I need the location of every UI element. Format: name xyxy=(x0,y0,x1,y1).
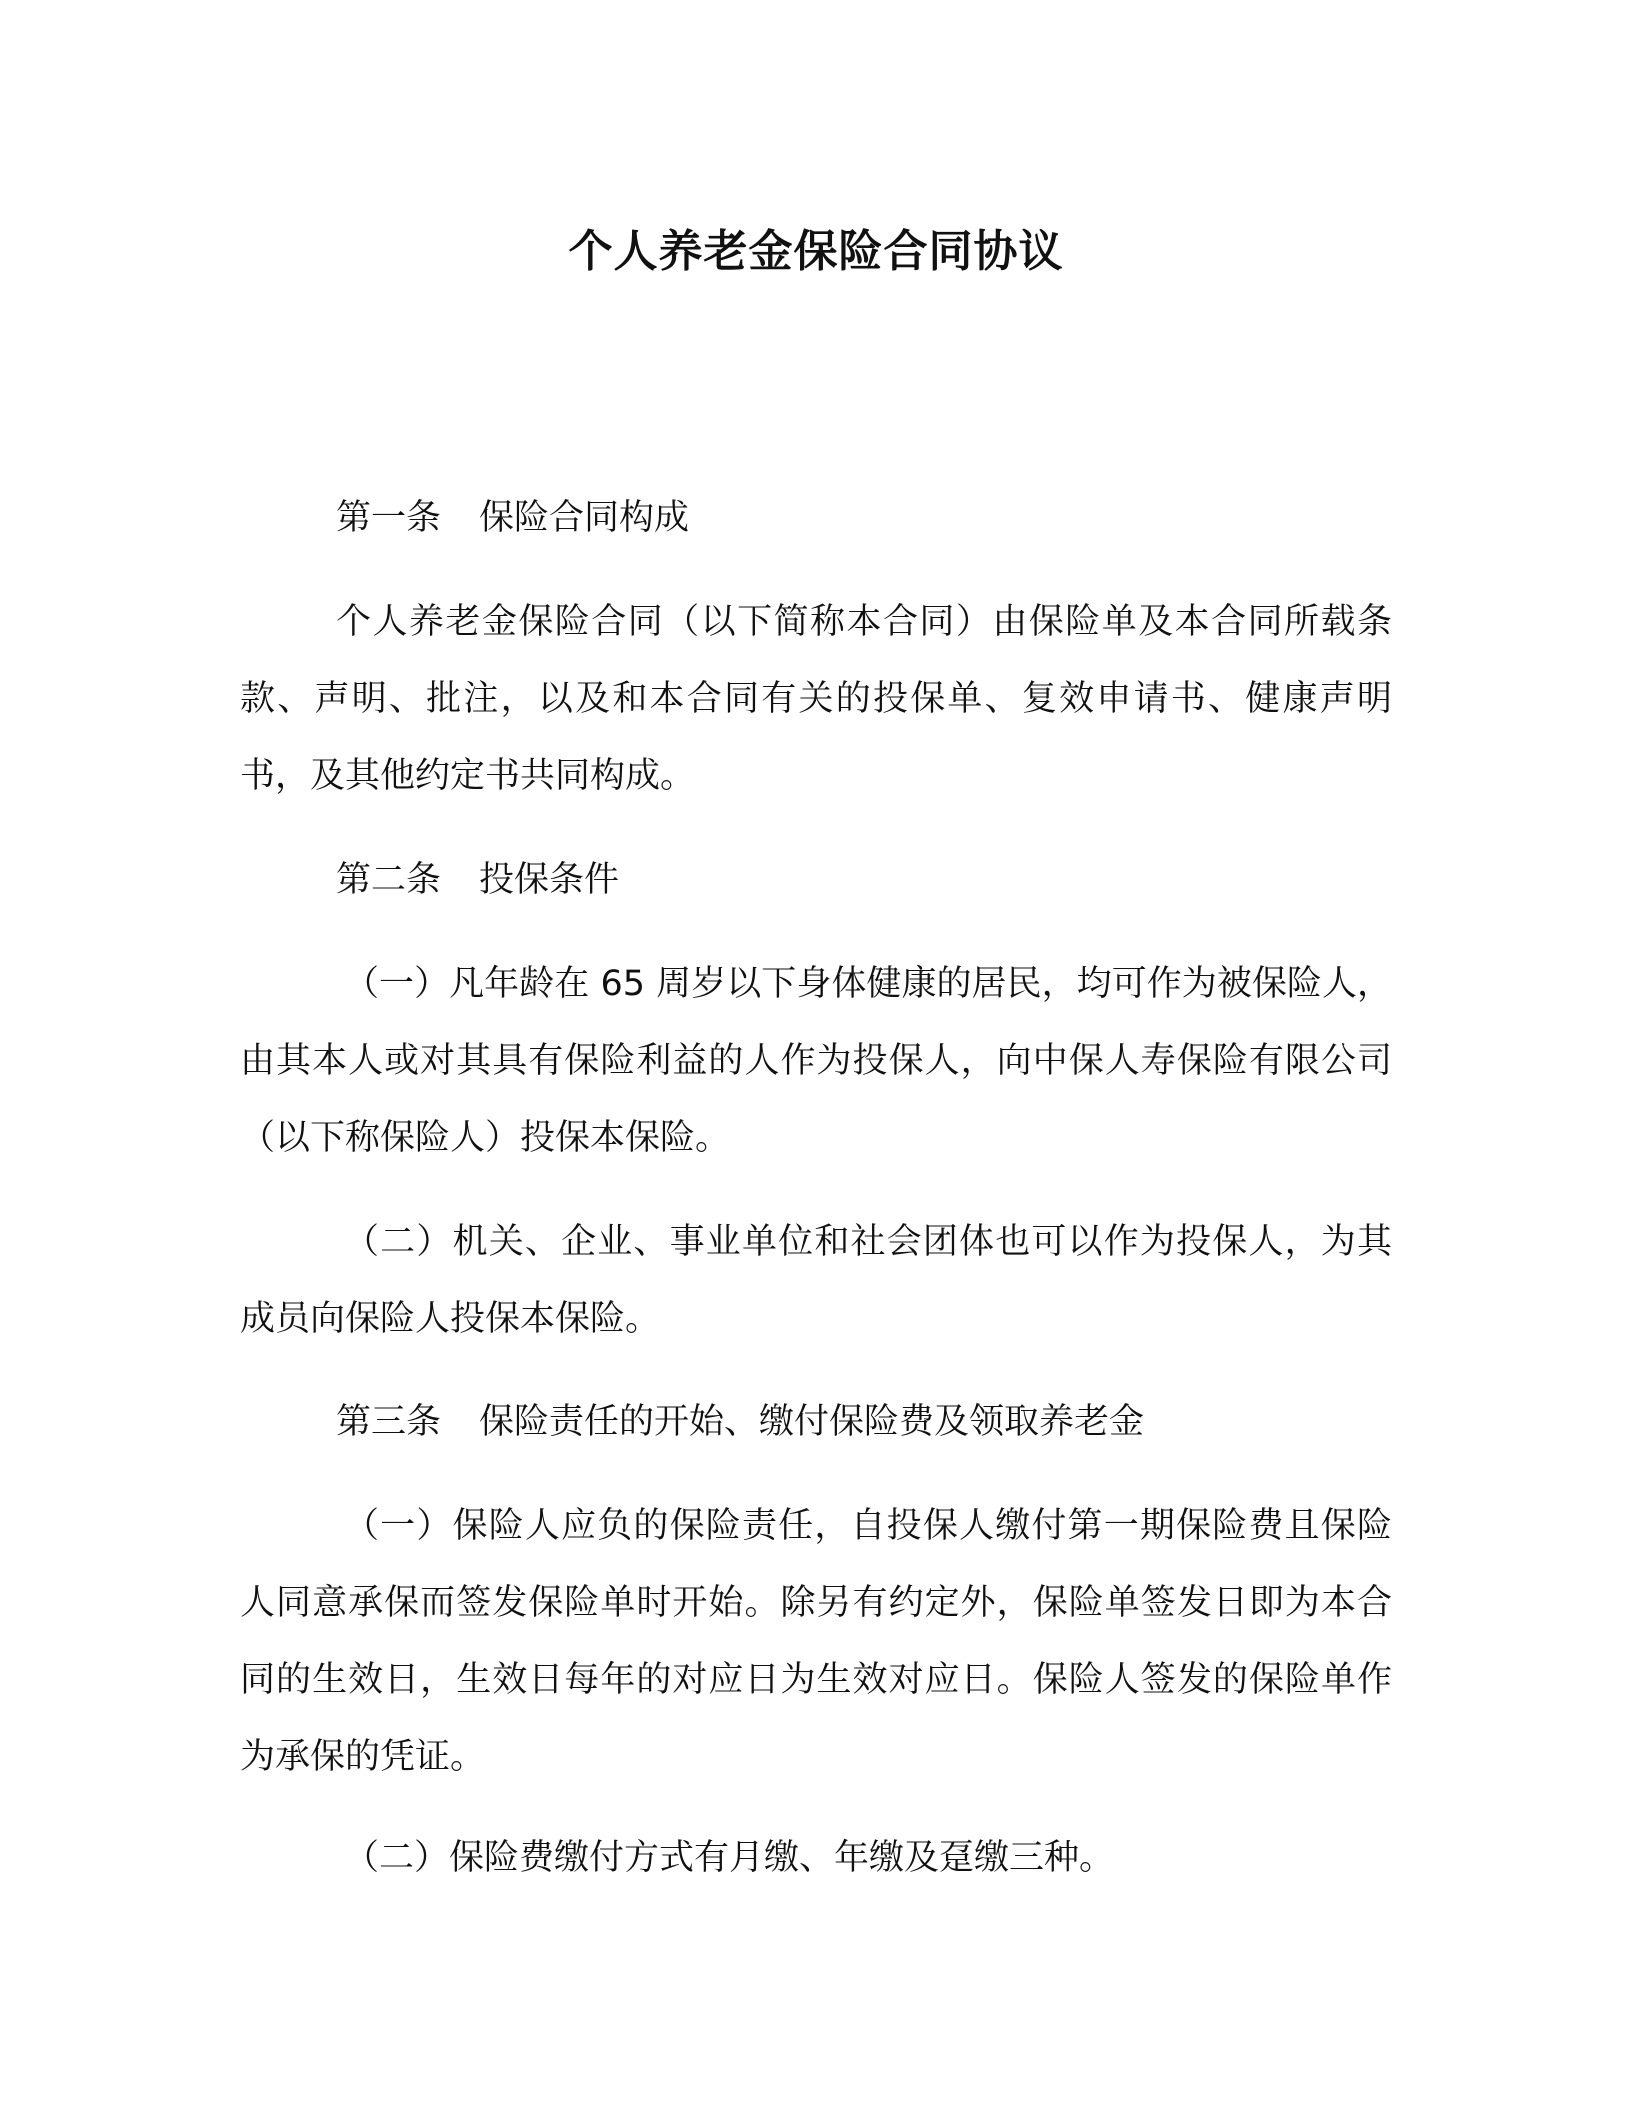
article-1-number: 第一条 xyxy=(336,498,442,538)
article-1-title: 保险合同构成 xyxy=(479,498,690,538)
article-3-title: 保险责任的开始、缴付保险费及领取养老金 xyxy=(479,1402,1145,1442)
article-2-item-1: （一）凡年龄在 65 周岁以下身体健康的居民，均可作为被保险人，由其本人或对其具有保险利益的人作为投保人，向中保人寿保险有限公司（以下称保险人）投保本保险。 xyxy=(240,964,1392,1158)
document-title: 个人养老金保险合同协议 xyxy=(568,226,1064,277)
article-3-heading xyxy=(240,1384,1392,1461)
article-1-heading xyxy=(240,480,1392,557)
article-3-number: 第三条 xyxy=(336,1402,442,1442)
article-1-paragraph: 个人养老金保险合同（以下简称本合同）由保险单及本合同所载条款、声明、批注，以及和本合同有关的投保单、复效申请书、健康声明书，及其他约定书共同构成。 xyxy=(240,602,1392,796)
article-2-item-2: （二）机关、企业、事业单位和社会团体也可以作为投保人，为其成员向保险人投保本保险。 xyxy=(240,1222,1392,1339)
article-2-number: 第二条 xyxy=(336,860,442,900)
article-2-heading xyxy=(240,842,1392,919)
article-3-item-1: （一）保险人应负的保险责任，自投保人缴付第一期保险费且保险人同意承保而签发保险单时开始。除另有约定外，保险单签发日即为本合同的生效日，生效日每年的对应日为生效对应日。保险人签发的保险单作为承保的凭证。 xyxy=(240,1506,1392,1777)
article-3-item-2: （二）保险费缴付方式有月缴、年缴及趸缴三种。 xyxy=(344,1838,1115,1878)
article-2-title: 投保条件 xyxy=(479,860,620,900)
